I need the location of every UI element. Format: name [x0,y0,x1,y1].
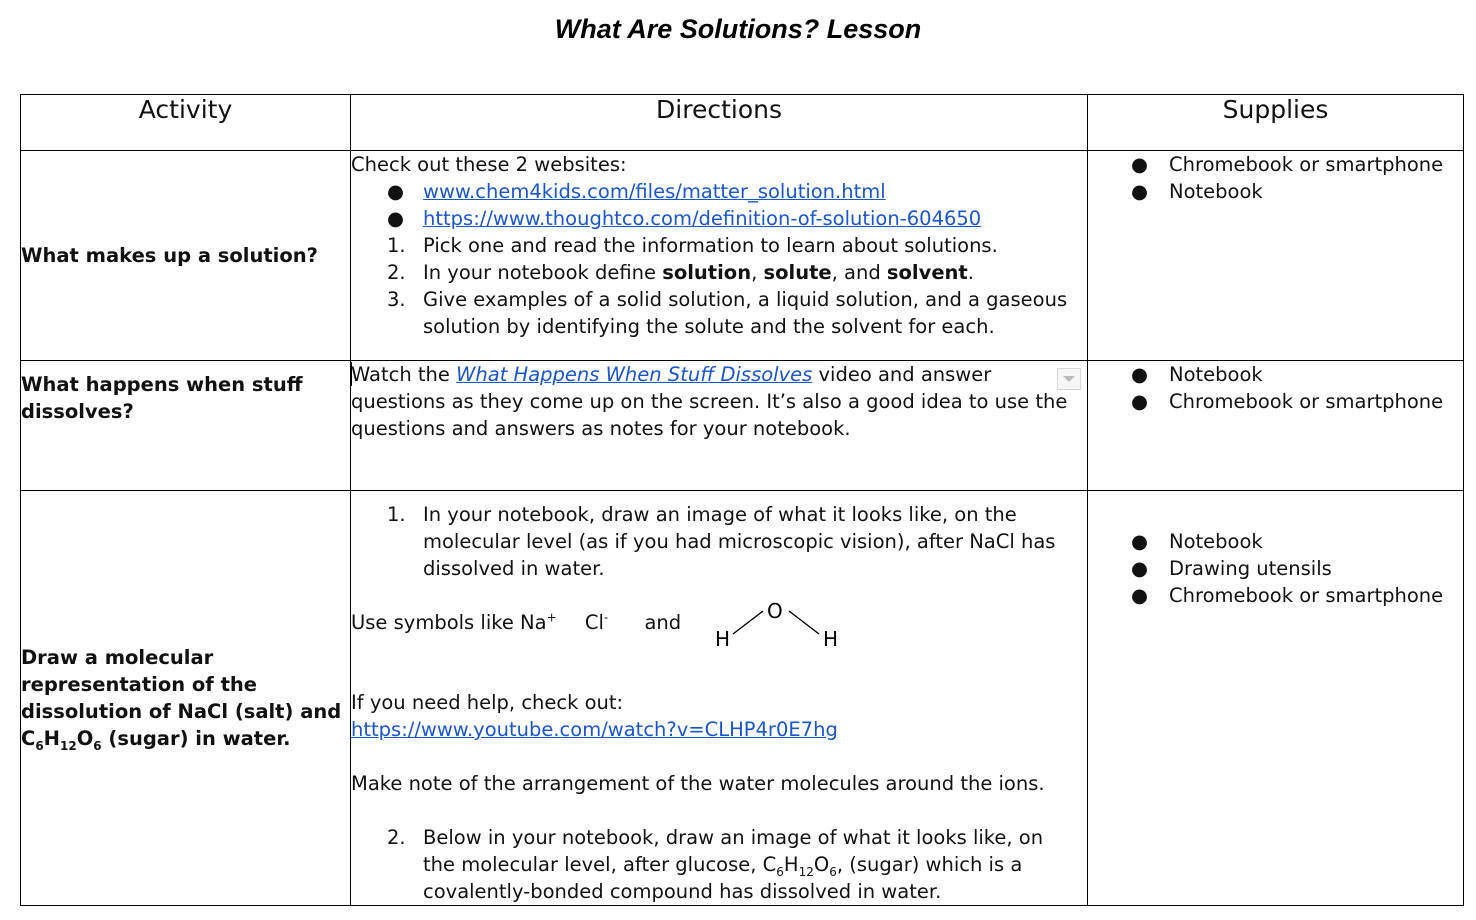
activity-text [21,646,342,753]
list-item [351,232,1087,259]
table-row [21,151,1464,361]
bullet-icon: ● [387,207,405,230]
chem4kids-link[interactable]: www.chem4kids.com/files/matter_solution.html [423,180,886,203]
list-item [1088,178,1463,205]
subscript: 6 [776,864,784,879]
step-text: In your notebook, draw an image of what it looks like, on the molecular level (as if you had microscopic vision), after NaCl has dissolved in water. [423,503,1056,580]
supply-item: Notebook [1169,530,1263,553]
bond-line-left [733,611,763,634]
step-text: , (sugar) which is a covalently-bonded compound has dissolved in water. [423,853,1023,903]
directions-cell [351,491,1088,906]
dropdown-icon[interactable] [1057,368,1081,390]
supply-item: Drawing utensils [1169,557,1332,580]
list-item [351,178,1087,205]
directions-cell [351,151,1088,361]
bullet-icon: ● [387,180,405,203]
symbols-line [351,601,1087,669]
bullet-icon: ● [1131,153,1149,176]
list-item [1088,151,1463,178]
bullet-icon: ● [1131,530,1149,553]
bullet-icon: ● [1131,390,1149,413]
step-number: 1. [387,234,406,257]
subscript: 6 [35,738,44,753]
step-text: Below in your notebook, draw an image of what it looks like, on the molecular level, after glucose, C [423,826,1044,876]
activity-header: Activity [21,95,351,151]
list-item [351,205,1087,232]
supply-item: Chromebook or smartphone [1169,153,1444,176]
bullet-icon: ● [1131,584,1149,607]
thoughtco-link[interactable]: https://www.thoughtco.com/definition-of-solution-604650 [423,207,982,230]
step-text: , and [831,261,887,284]
step-number: 1. [387,503,406,526]
hydrogen-atom-right: H [823,627,839,651]
supply-item: Notebook [1169,363,1263,386]
bond-line-right [789,611,819,634]
bullet-icon: ● [1131,557,1149,580]
document-title: What Are Solutions? Lesson [554,14,922,44]
supply-item: Chromebook or smartphone [1169,584,1444,607]
list-item [351,286,1087,340]
activity-cell [21,491,351,906]
youtube-link[interactable]: https://www.youtube.com/watch?v=CLHP4r0E7hg [351,718,838,741]
symbols-text: Use symbols like Na [351,611,547,634]
activity-cell [21,151,351,361]
list-item [1088,582,1463,609]
activity-text-part: (sugar) in water. [101,727,291,750]
activity-text-part: H [43,727,60,750]
superscript: - [603,610,609,625]
activity-text-part: O [76,727,94,750]
step-number: 3. [387,288,406,311]
term-solvent: solvent [886,261,968,284]
lesson-table [20,94,1464,906]
chloride-symbol: Cl [584,611,604,634]
term-solution: solution [662,261,752,284]
activity-cell [21,361,351,491]
header-row [21,95,1464,151]
paragraph-text: video and answer questions as they come up on the screen. It’s also a good idea to use the questions and answers as notes for your notebook. [351,363,1068,440]
oxygen-atom: O [767,601,783,623]
help-text: If you need help, check out: [351,691,624,714]
supply-item: Chromebook or smartphone [1169,390,1444,413]
step-text: Give examples of a solid solution, a liquid solution, and a gaseous solution by identifying the solute and the solvent for each. [423,288,1068,338]
note-text: Make note of the arrangement of the water molecules around the ions. [351,772,1045,795]
paragraph-text: Watch the [351,363,457,386]
term-solute: solute [763,261,832,284]
list-item [1088,528,1463,555]
supplies-cell [1088,361,1464,491]
list-item [351,501,1087,582]
supplies-list [1088,361,1463,415]
activity-text: What makes up a solution? [21,244,318,267]
steps-list [351,232,1087,340]
directions-cell[interactable] [351,361,1088,491]
table-row [21,491,1464,906]
water-molecule-diagram [711,601,851,661]
step-text: O [813,853,830,876]
supply-item: Notebook [1169,180,1263,203]
steps-list [351,824,1087,905]
directions-header: Directions [351,95,1088,151]
website-list [351,178,1087,232]
hydrogen-atom-left: H [715,627,731,651]
step-text: H [783,853,799,876]
step-number: 2. [387,826,406,849]
subscript: 12 [60,738,77,753]
step-text: , [751,261,764,284]
subscript: 6 [93,738,102,753]
supplies-cell [1088,491,1464,906]
activity-text-part: Draw a molecular representation of the dissolution of NaCl (salt) and C [21,646,342,750]
supplies-header: Supplies [1088,95,1464,151]
list-item [351,824,1087,905]
step-number: 2. [387,261,406,284]
list-item [351,259,1087,286]
step-text: Pick one and read the information to learn about solutions. [423,234,998,257]
superscript: + [546,610,557,625]
video-paragraph [351,361,1087,442]
subscript: 6 [829,864,837,879]
table-row [21,361,1464,491]
supplies-list [1088,151,1463,205]
supplies-list [1088,528,1463,609]
subscript: 12 [798,864,814,879]
steps-list [351,501,1087,582]
supplies-cell [1088,151,1464,361]
step-text: In your notebook define [423,261,663,284]
bullet-icon: ● [1131,363,1149,386]
bullet-icon: ● [1131,180,1149,203]
intro-text: Check out these 2 websites: [351,153,627,176]
and-text: and [644,611,682,634]
list-item [1088,361,1463,388]
list-item [1088,388,1463,415]
activity-text: What happens when stuff dissolves? [21,373,303,423]
step-text: . [967,261,974,284]
list-item [1088,555,1463,582]
video-link[interactable]: What Happens When Stuff Dissolves [456,363,813,386]
